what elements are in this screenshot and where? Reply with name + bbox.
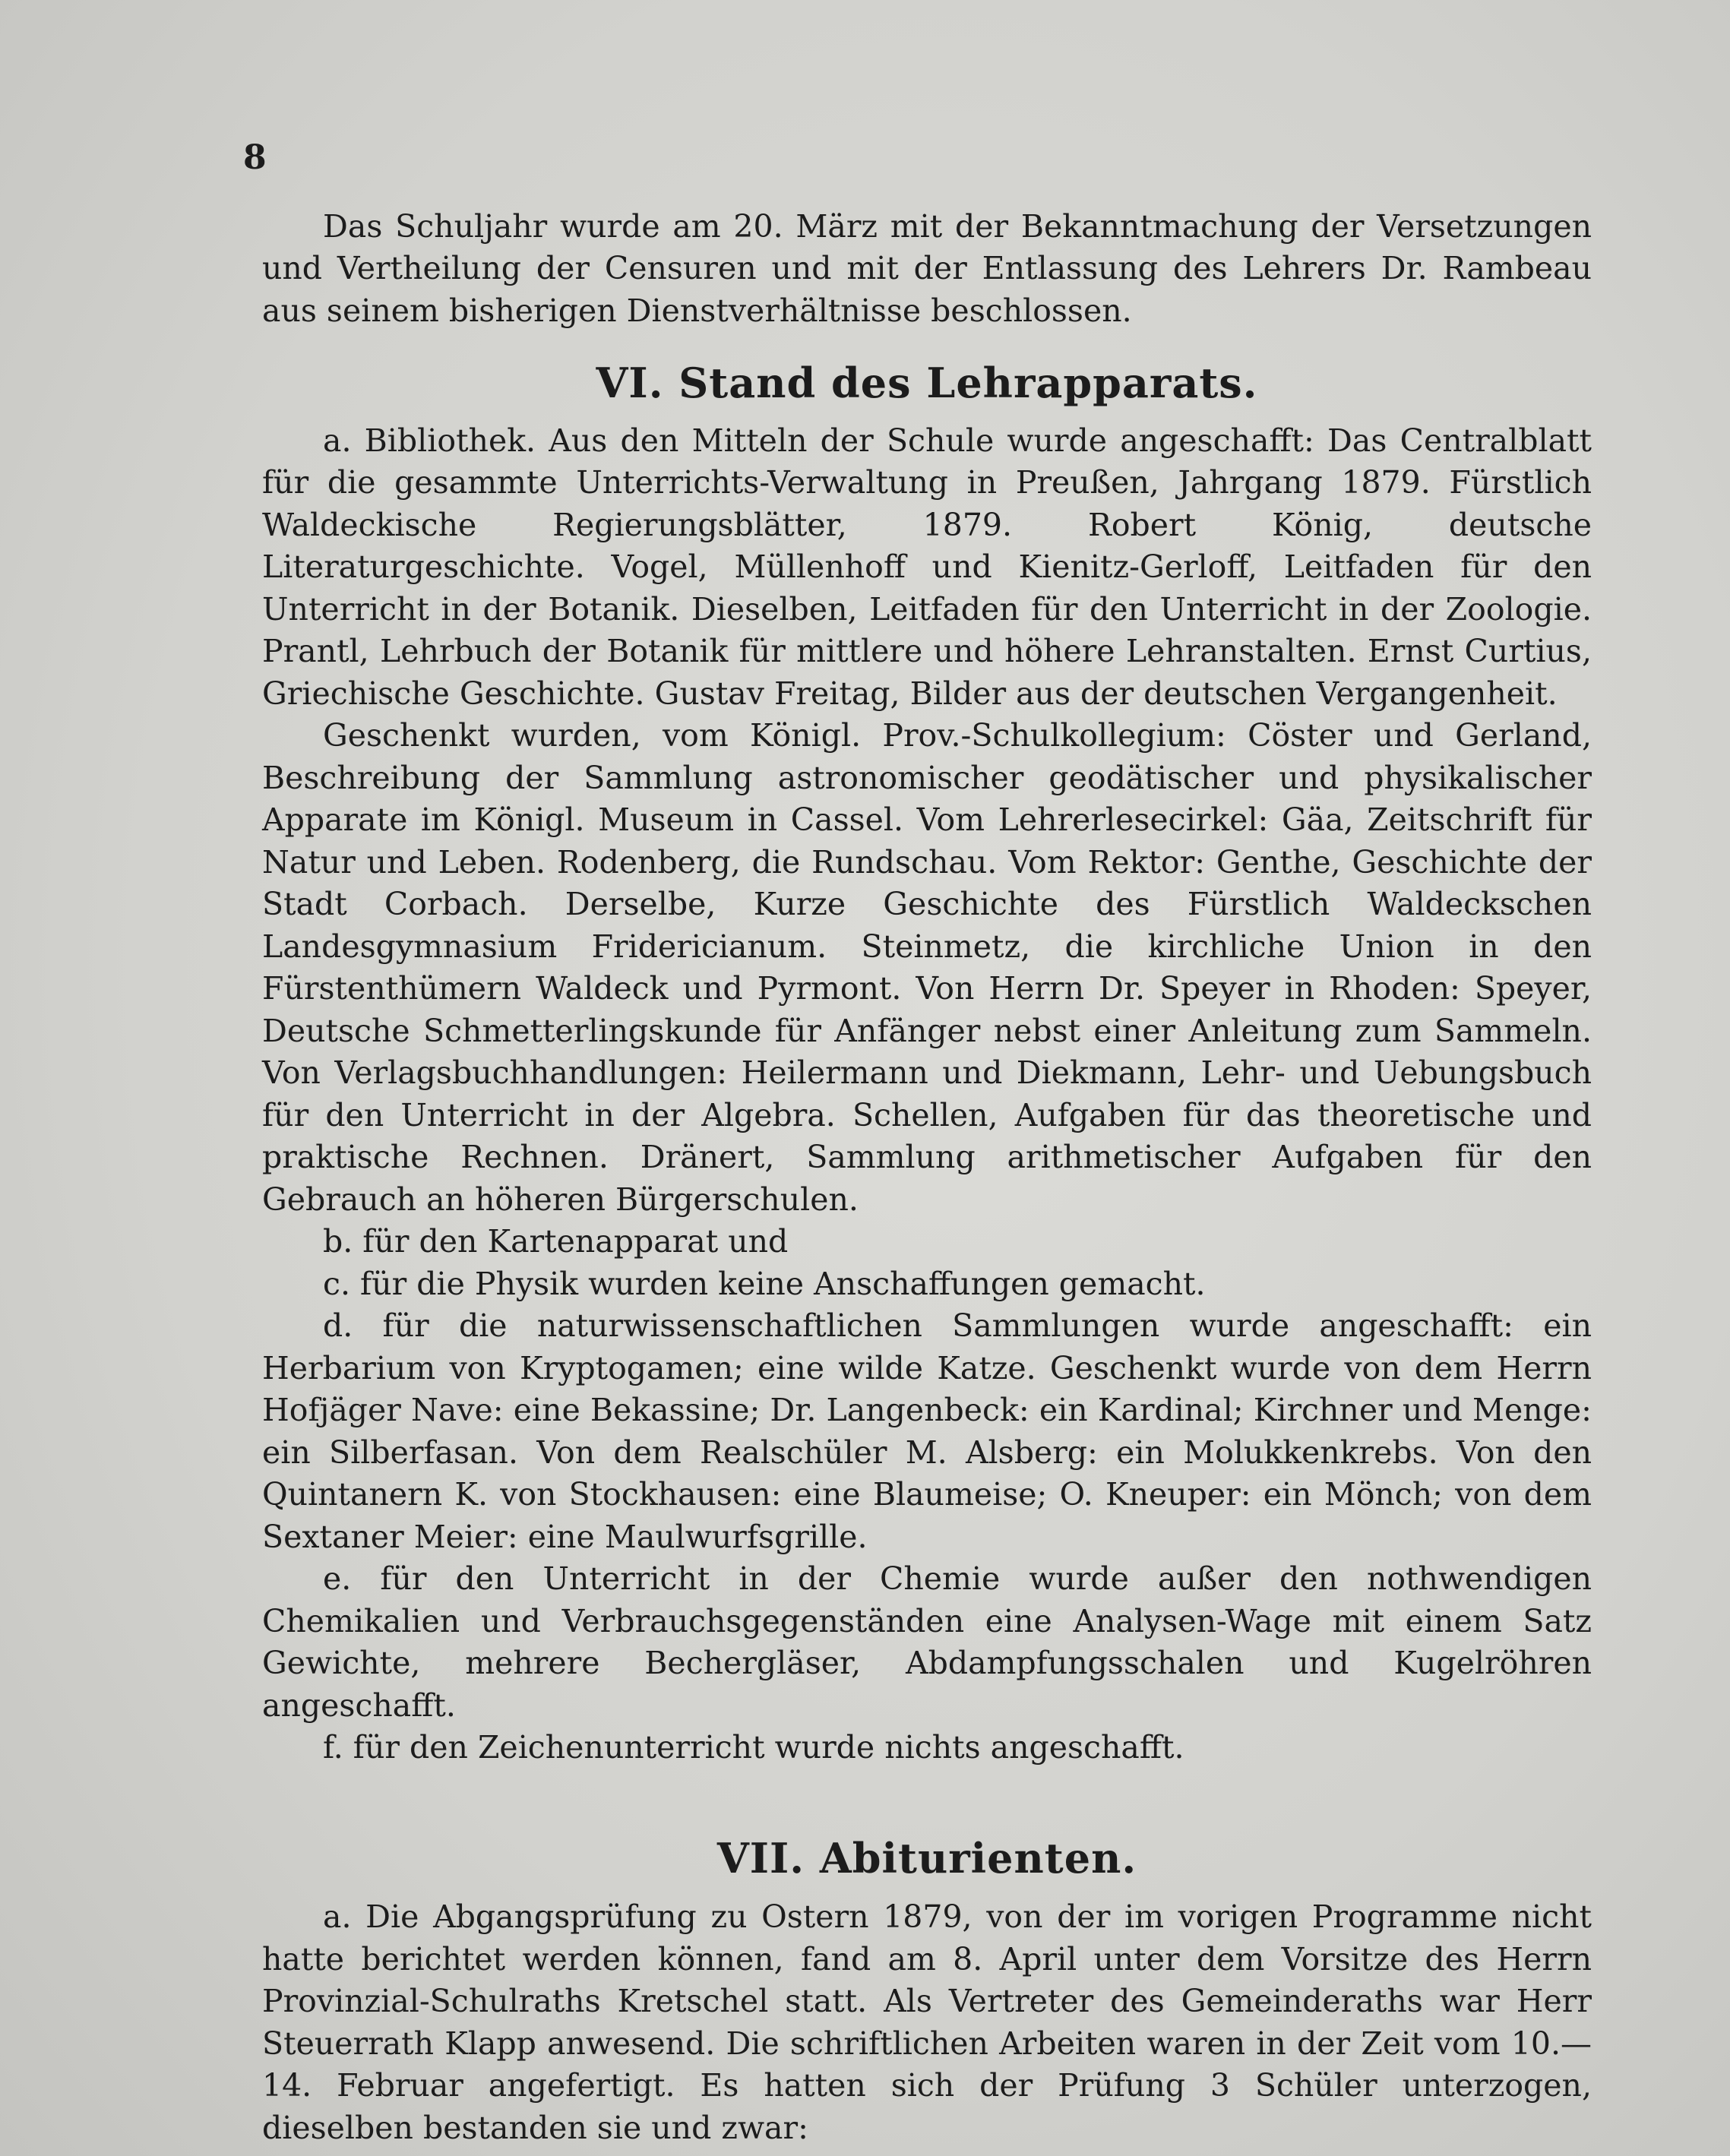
page-number: 8 — [243, 138, 267, 177]
text-block — [243, 137, 1592, 2149]
intro-paragraph: Das Schuljahr wurde am 20. März mit der Bekanntmachung der Versetzungen und Vertheilung der Censuren und mit der Entlassung des Lehrers Dr. Rambeau aus seinem bisherigen Dienstverhältnisse beschlossen. — [262, 207, 1592, 329]
paragraph-abgangspruefung: a. Die Abgangsprüfung zu Ostern 1879, von der im vorigen Programme nicht hatte berichtet werden können, fand am 8. April unter dem Vorsitze des Herrn Provinzial-Schulraths Kretschel statt. Als Vertreter des Gemeinderaths war Herr Steuerrath Klapp anwesend. Die schriftlichen Arbeiten waren in der Zeit vom 10.—14. Februar angefertigt. Es hatten sich der Prüfung 3 Schüler unterzogen, dieselben bestanden sie und zwar: — [262, 1898, 1592, 2146]
paragraph-physik: c. für die Physik wurden keine Anschaffungen gemacht. — [323, 1265, 1206, 1302]
paragraph-geschenkt: Geschenkt wurden, vom Königl. Prov.-Schulkollegium: Cöster und Gerland, Beschreibung der Sammlung astronomischer geodätischer und physikalischer Apparate im Königl. Museum in Cassel. Vom Lehrerlesecirkel: Gäa, Zeitschrift für Natur und Leben. Rodenberg, die Rundschau. Vom Rektor: Genthe, Geschichte der Stadt Corbach. Derselbe, Kurze Geschichte des Fürstlich Waldeckschen Landesgymnasium Fridericianum. Steinmetz, die kirchliche Union in den Fürstenthümern Waldeck und Pyrmont. Von Herrn Dr. Speyer in Rhoden: Speyer, Deutsche Schmetterlingskunde für Anfänger nebst einer Anleitung zum Sammeln. Von Verlagsbuchhandlungen: Heilermann und Diekmann, Lehr- und Uebungsbuch für den Unterricht in der Algebra. Schellen, Aufgaben für das theoretische und praktische Rechnen. Dränert, Sammlung arithmetischer Aufgaben für den Gebrauch an höheren Bürgerschulen. — [262, 717, 1592, 1218]
paragraph-kartenapparat: b. für den Kartenapparat und — [323, 1223, 789, 1260]
section-heading-vii: VII. Abiturienten. — [716, 1833, 1137, 1883]
paragraph-zeichenunterricht: f. für den Zeichenunterricht wurde nichts angeschafft. — [323, 1729, 1184, 1766]
section-heading-vi: VI. Stand des Lehrapparats. — [596, 359, 1258, 407]
paragraph-bibliothek: a. Bibliothek. Aus den Mitteln der Schule wurde angeschafft: Das Centralblatt für die gesammte Unterrichts-Verwaltung in Preußen, Jahrgang 1879. Fürstlich Waldeckische Regierungsblätter, 1879. Robert König, deutsche Literaturgeschichte. Vogel, Müllenhoff und Kienitz-Gerloff, Leitfaden für den Unterricht in der Botanik. Dieselben, Leitfaden für den Unterricht in der Zoologie. Prantl, Lehrbuch der Botanik für mittlere und höhere Lehranstalten. Ernst Curtius, Griechische Geschichte. Gustav Freitag, Bilder aus der deutschen Vergangenheit. — [262, 422, 1592, 712]
paragraph-naturwissenschaft: d. für die naturwissenschaftlichen Sammlungen wurde angeschafft: ein Herbarium von Kryptogamen; eine wilde Katze. Geschenkt wurde von dem Herrn Hofjäger Nave: eine Bekassine; Dr. Langenbeck: ein Kardinal; Kirchner und Menge: ein Silberfasan. Von dem Realschüler M. Alsberg: ein Molukkenkrebs. Von den Quintanern K. von Stockhausen: eine Blaumeise; O. Kneuper: ein Mönch; von dem Sextaner Meier: eine Maulwurfsgrille. — [262, 1307, 1592, 1555]
paragraph-chemie: e. für den Unterricht in der Chemie wurde außer den nothwendigen Chemikalien und Verbrauchsgegenständen eine Analysen-Wage mit einem Satz Gewichte, mehrere Bechergläser, Abdampfungsschalen und Kugelröhren angeschafft. — [262, 1560, 1592, 1724]
